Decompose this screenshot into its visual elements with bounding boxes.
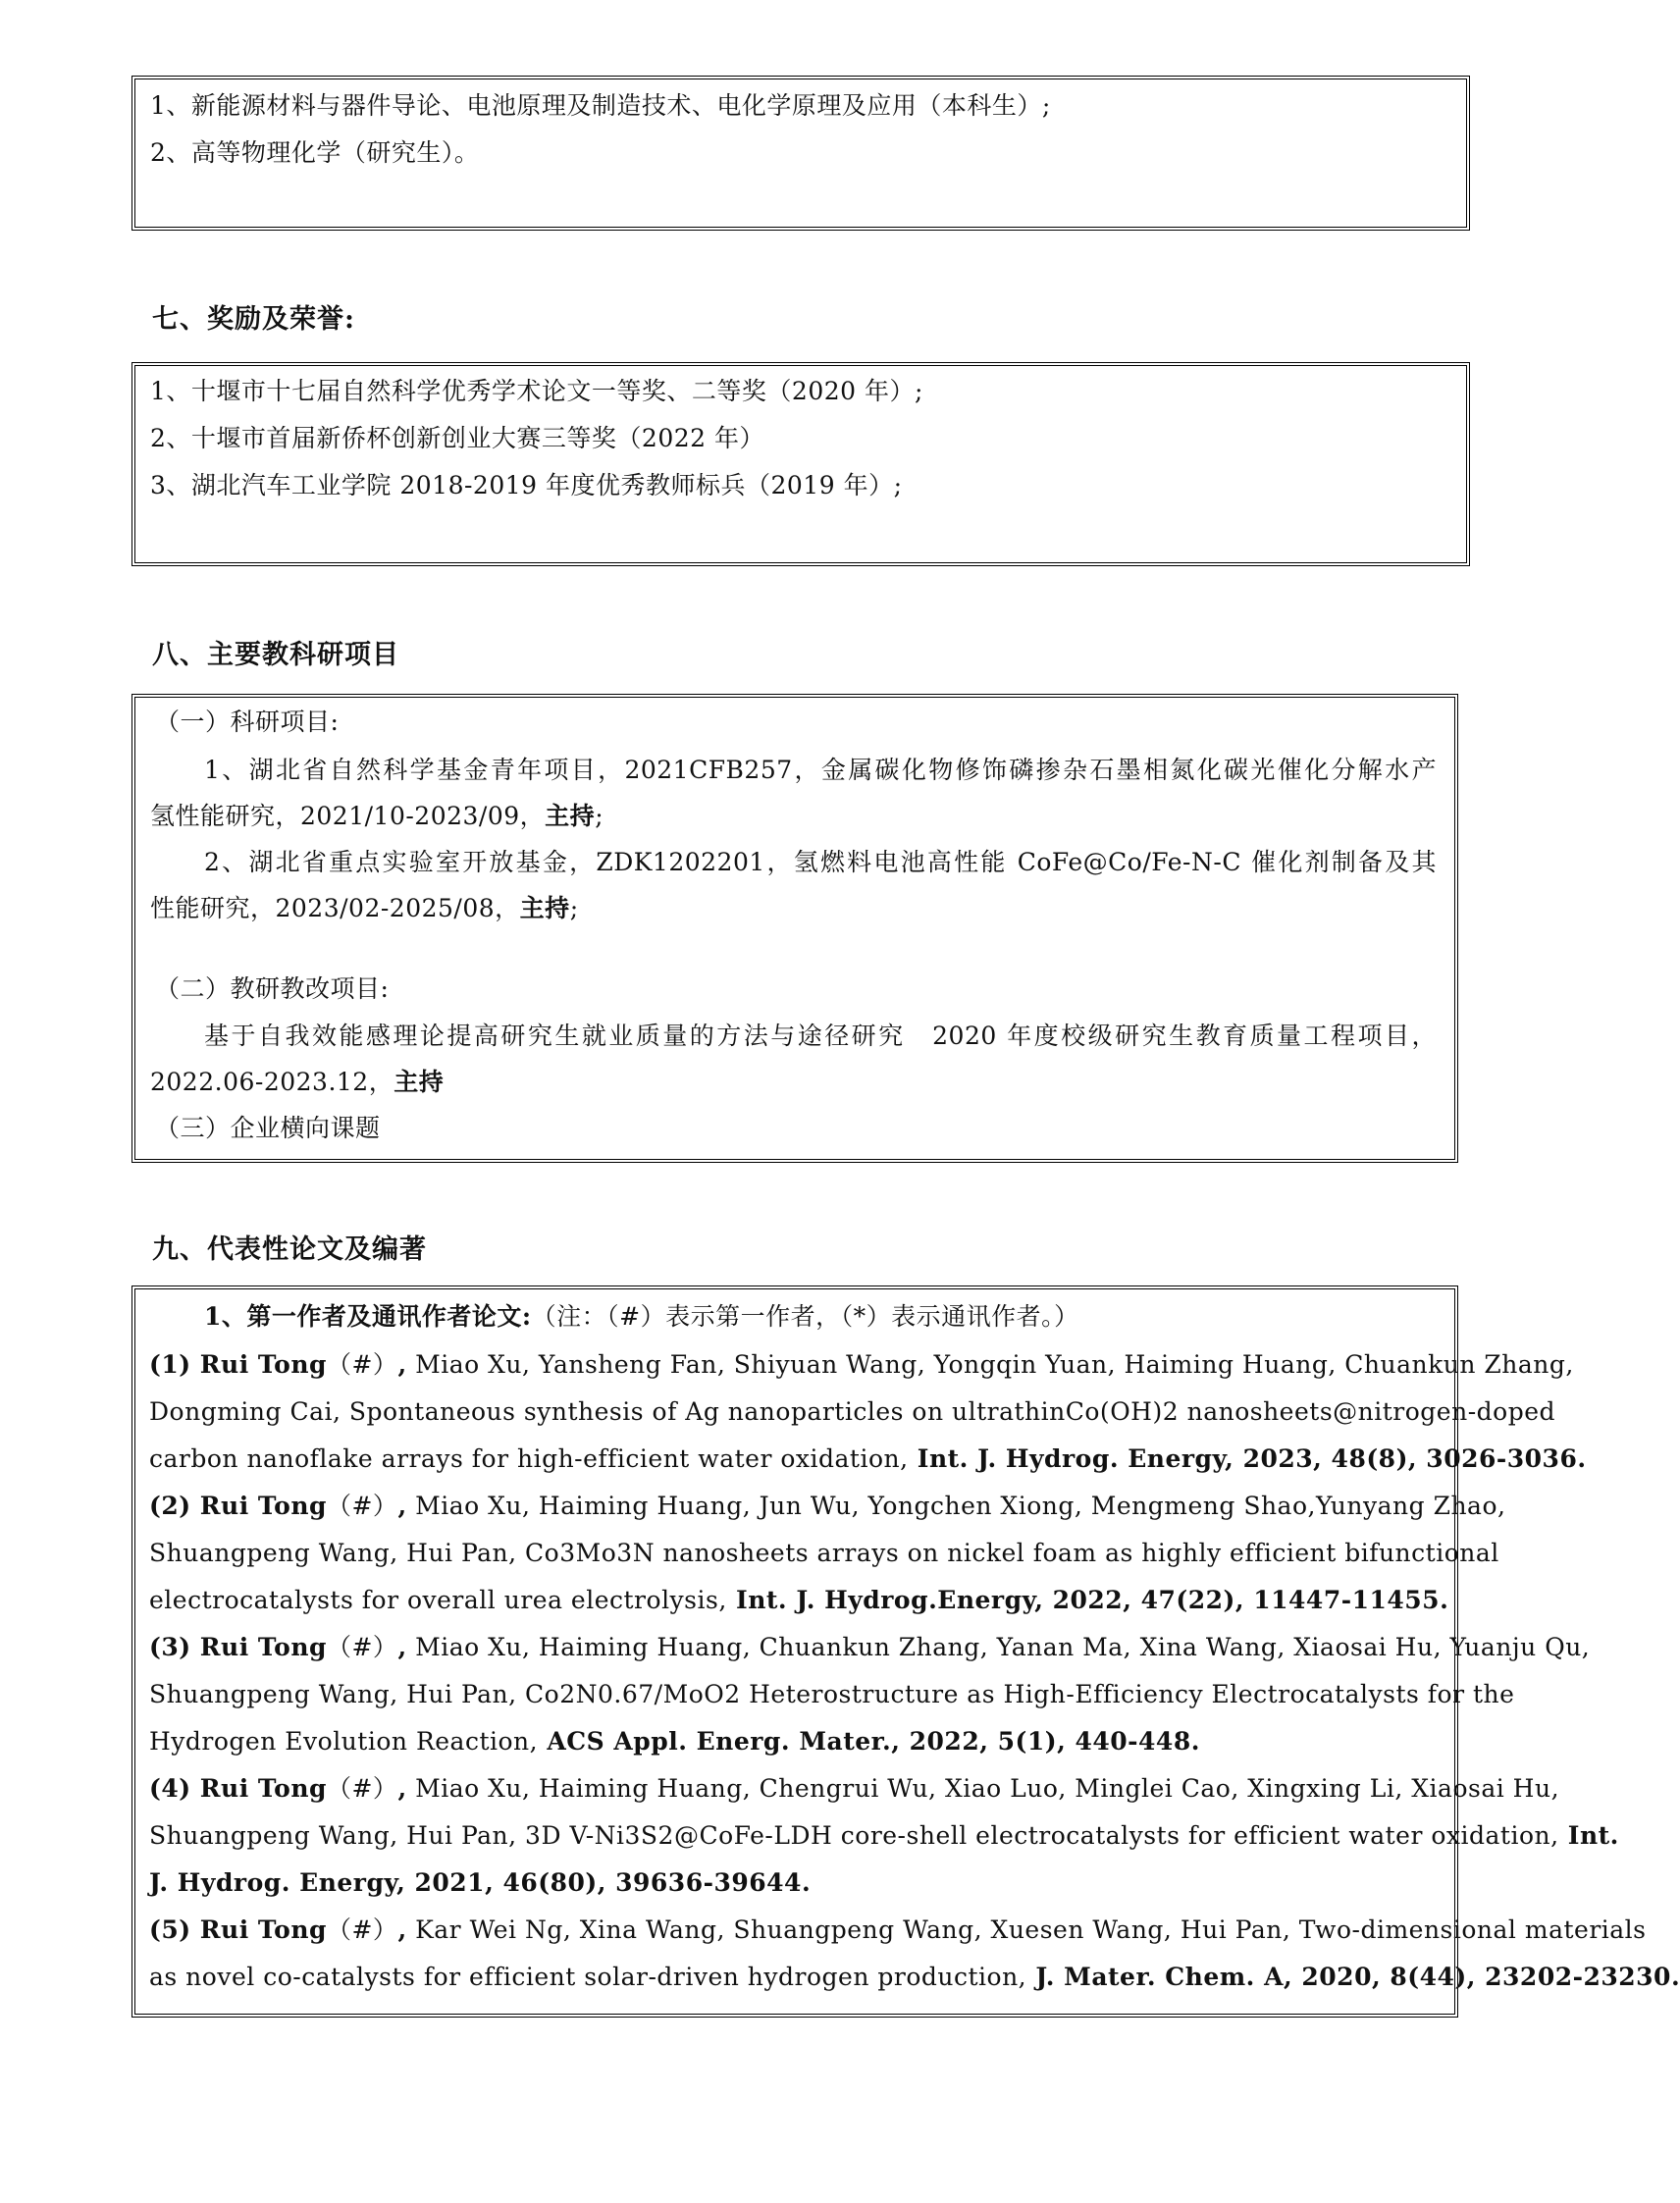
paper-4-journal: J. Hydrog. Energy, 2021, 46(80), 39636-39644. <box>149 1868 812 1897</box>
papers-heading: 九、代表性论文及编著 <box>152 1234 427 1265</box>
research-project-1-line-2 <box>150 800 604 833</box>
research-project-2-end: ; <box>569 894 579 922</box>
paper-3-line-2: Shuangpeng Wang, Hui Pan, Co2N0.67/MoO2 Heterostructure as High-Efficiency Electrocatalysts for the <box>149 1680 1515 1708</box>
paper-1-coauthors: Miao Xu, Yansheng Fan, Shiyuan Wang, Yongqin Yuan, Haiming Huang, Chuankun Zhang, <box>406 1350 1574 1379</box>
paper-1-comma: , <box>397 1350 407 1379</box>
paper-5-comma: , <box>397 1915 407 1944</box>
teaching-project-role: 主持 <box>394 1068 445 1096</box>
teaching-projects-title: （二）教研教改项目: <box>155 974 390 1003</box>
paper-4-line-1 <box>149 1772 1560 1806</box>
paper-1-journal: Int. J. Hydrog. Energy, 2023, 48(8), 3026-3036. <box>908 1444 1587 1473</box>
research-project-2-role: 主持 <box>519 894 570 922</box>
research-project-1-role: 主持 <box>545 802 596 830</box>
paper-4-title: Shuangpeng Wang, Hui Pan, 3D V-Ni3S2@CoFe-LDH core-shell electrocatalysts for efficient water oxidation, <box>149 1821 1559 1850</box>
research-projects-title: （一）科研项目: <box>155 708 340 736</box>
papers-subtitle-line <box>204 1300 1079 1334</box>
paper-4-author: (4) Rui Tong <box>149 1774 327 1803</box>
paper-1-first-author-mark: （#） <box>326 1350 398 1379</box>
paper-2-line-1 <box>149 1490 1506 1523</box>
enterprise-projects-title: （三）企业横向课题 <box>155 1114 381 1142</box>
paper-3-line-1 <box>149 1631 1591 1664</box>
course-line-2: 2、高等物理化学（研究生）。 <box>150 138 480 167</box>
paper-1-title-end: carbon nanoflake arrays for high-efficient water oxidation, <box>149 1444 909 1473</box>
teaching-project-line-2 <box>150 1066 444 1099</box>
paper-4-journal-start: Int. <box>1558 1821 1619 1850</box>
paper-5-line-1 <box>149 1914 1647 1947</box>
paper-2-first-author-mark: （#） <box>326 1492 398 1520</box>
paper-3-coauthors: Miao Xu, Haiming Huang, Chuankun Zhang, Yanan Ma, Xina Wang, Xiaosai Hu, Yuanju Qu, <box>406 1633 1591 1661</box>
paper-3-title-end: Hydrogen Evolution Reaction, <box>149 1727 539 1756</box>
paper-1-line-3 <box>149 1442 1587 1476</box>
paper-5-coauthors: Kar Wei Ng, Xina Wang, Shuangpeng Wang, Xuesen Wang, Hui Pan, Two-dimensional materials <box>406 1915 1647 1944</box>
paper-5-first-author-mark: （#） <box>326 1915 398 1944</box>
research-project-1-line-1: 1、湖北省自然科学基金青年项目，2021CFB257，金属碳化物修饰磷掺杂石墨相氮化碳光催化分解水产 <box>204 756 1437 784</box>
paper-2-journal: Int. J. Hydrog.Energy, 2022, 47(22), 11447-11455. <box>726 1586 1449 1614</box>
award-line-1: 1、十堰市十七届自然科学优秀学术论文一等奖、二等奖（2020 年）; <box>150 377 923 405</box>
paper-3-line-3 <box>149 1725 1200 1758</box>
paper-2-coauthors: Miao Xu, Haiming Huang, Jun Wu, Yongchen Xiong, Mengmeng Shao,Yunyang Zhao, <box>406 1492 1506 1520</box>
paper-5-line-2 <box>149 1961 1680 1994</box>
research-project-2-line-2 <box>150 892 579 925</box>
paper-3-first-author-mark: （#） <box>326 1633 398 1661</box>
research-project-1-end: ; <box>595 802 604 830</box>
paper-4-first-author-mark: （#） <box>326 1774 398 1803</box>
paper-3-comma: , <box>397 1633 407 1661</box>
award-line-2: 2、十堰市首届新侨杯创新创业大赛三等奖（2022 年） <box>150 424 764 452</box>
paper-5-journal: J. Mater. Chem. A, 2020, 8(44), 23202-23230. <box>1026 1963 1680 1991</box>
teaching-project-period: 2022.06-2023.12， <box>150 1068 394 1096</box>
paper-2-line-3 <box>149 1584 1448 1617</box>
papers-subtitle: 1、第一作者及通讯作者论文: <box>204 1302 532 1331</box>
paper-2-title-end: electrocatalysts for overall urea electrolysis, <box>149 1586 727 1614</box>
paper-1-line-2: Dongming Cai, Spontaneous synthesis of Ag nanoparticles on ultrathinCo(OH)2 nanosheets@nitrogen-doped <box>149 1397 1555 1426</box>
paper-4-line-3 <box>149 1866 811 1900</box>
paper-2-author: (2) Rui Tong <box>149 1492 327 1520</box>
paper-5-title-end: as novel co-catalysts for efficient solar-driven hydrogen production, <box>149 1963 1027 1991</box>
paper-2-comma: , <box>397 1492 407 1520</box>
paper-1-author: (1) Rui Tong <box>149 1350 327 1379</box>
paper-3-author: (3) Rui Tong <box>149 1633 327 1661</box>
teaching-project-line-1: 基于自我效能感理论提高研究生就业质量的方法与途径研究 2020 年度校级研究生教育质量工程项目， <box>204 1022 1437 1050</box>
course-line-1: 1、新能源材料与器件导论、电池原理及制造技术、电化学原理及应用（本科生）; <box>150 91 1051 120</box>
research-project-2-line-1: 2、湖北省重点实验室开放基金，ZDK1202201，氢燃料电池高性能 CoFe@Co/Fe-N-C 催化剂制备及其 <box>204 848 1437 876</box>
paper-4-line-2 <box>149 1819 1619 1853</box>
paper-4-coauthors: Miao Xu, Haiming Huang, Chengrui Wu, Xiao Luo, Minglei Cao, Xingxing Li, Xiaosai Hu, <box>406 1774 1560 1803</box>
paper-3-journal: ACS Appl. Energ. Mater., 2022, 5(1), 440-448. <box>538 1727 1200 1756</box>
paper-2-line-2: Shuangpeng Wang, Hui Pan, Co3Mo3N nanosheets arrays on nickel foam as highly efficient bifunctional <box>149 1539 1499 1567</box>
papers-note: （注：（#）表示第一作者，（*）表示通讯作者。） <box>531 1302 1079 1331</box>
award-line-3: 3、湖北汽车工业学院 2018-2019 年度优秀教师标兵（2019 年）; <box>150 471 903 499</box>
research-project-1-detail: 氢性能研究，2021/10-2023/09， <box>150 802 546 830</box>
research-project-2-detail: 性能研究，2023/02-2025/08， <box>150 894 520 922</box>
projects-heading: 八、主要教科研项目 <box>152 640 399 670</box>
awards-heading: 七、奖励及荣誉: <box>152 304 355 335</box>
paper-4-comma: , <box>397 1774 407 1803</box>
paper-5-author: (5) Rui Tong <box>149 1915 327 1944</box>
paper-1-line-1 <box>149 1348 1574 1382</box>
